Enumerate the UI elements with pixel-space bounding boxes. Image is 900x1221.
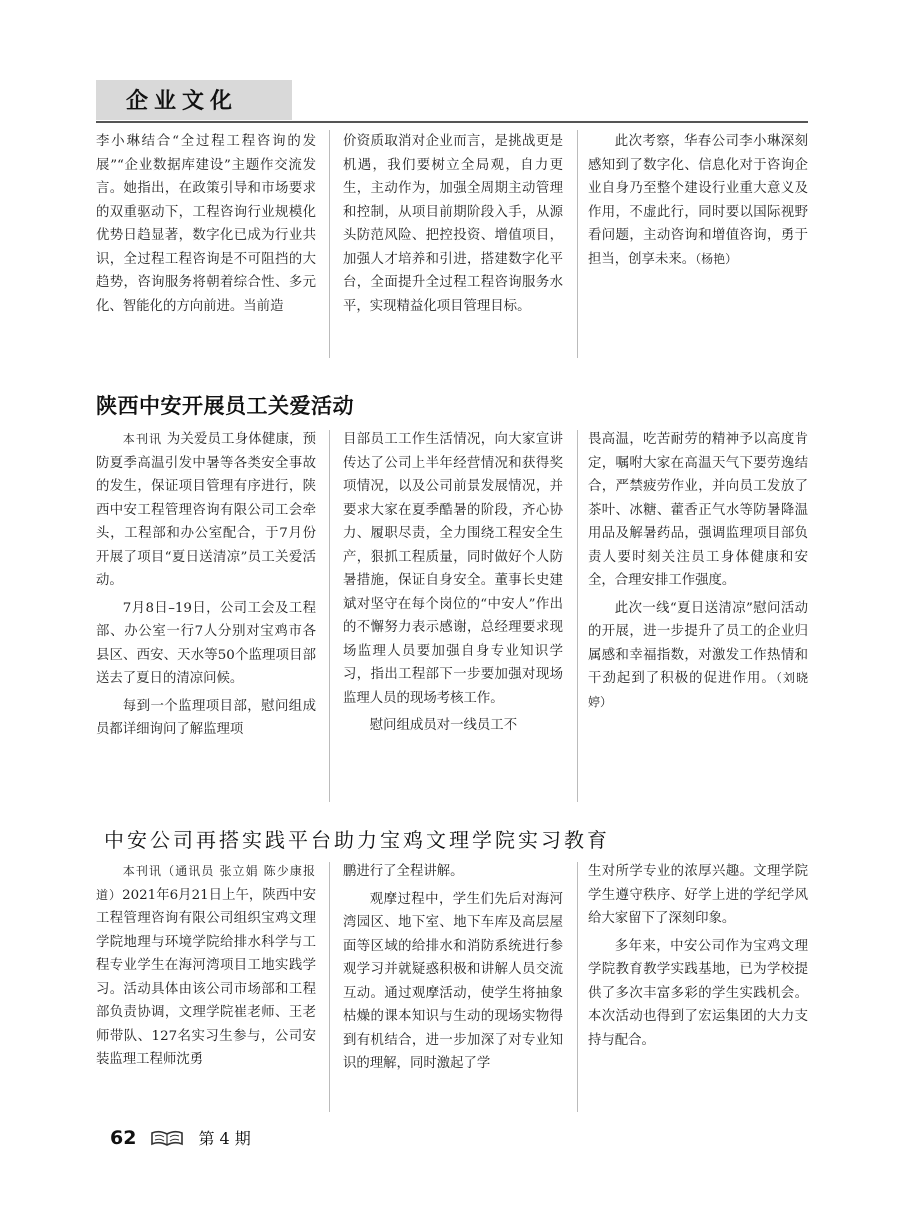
article2-title: 陕西中安开展员工关爱活动 [96, 394, 354, 418]
section-divider [96, 121, 808, 123]
article1-col2-text: 价资质取消对企业而言，是挑战更是机遇，我们要树立全局观，自力更生，主动作为，加强全周期主动管理和控制，从项目前期阶段入手，从源头防范风险、把控投资、增值项目，加强人才培养和引进，搭建数字化平台，全面提升全过程工程咨询服务水平，实现精益化项目管理目标。 [343, 134, 563, 314]
article2-column-2 [343, 428, 563, 738]
book-ornament-icon [150, 1129, 184, 1147]
article2-dateline: 本刊讯 [122, 432, 163, 446]
article2-column-3 [588, 428, 808, 714]
article3-col3-paragraph-2: 多年来，中安公司作为宝鸡文理学院教育教学实践基地，已为学校提供了多次丰富多彩的学生实践机会。本次活动也得到了宏运集团的大力支持与配合。 [588, 938, 808, 1048]
page-number: 62 [110, 1126, 137, 1149]
article2-col1-text-1: 为关爱员工身体健康，预防夏季高温引发中暑等各类安全事故的发生，保证项目管理有序进行，陕西中安工程管理咨询有限公司工会牵头，工程部和办公室配合，于7月份开展了项目“夏日送清凉”员工关爱活动。 [96, 432, 316, 588]
article3-col2-paragraph-2: 观摩过程中，学生们先后对海河湾园区、地下室、地下车库及高层屋面等区域的给排水和消防系统进行参观学习并就疑惑积极和讲解人员交流互动。通过观摩活动，使学生将抽象枯燥的课本知识与生动的现场实物得到有机结合，进一步加深了对专业知识的理解，同时激起了学 [343, 891, 563, 1071]
article1-col3-text: 此次考察，华春公司李小琳深刻感知到了数字化、信息化对于咨询企业自身乃至整个建设行业重大意义及作用，不虚此行，同时要以国际视野看问题，主动咨询和增值咨询，勇于担当，创享未来。 [588, 134, 808, 267]
article3-title: 中安公司再搭实践平台助力宝鸡文理学院实习教育 [104, 828, 610, 852]
article3-col1-text-1: 2021年6月21日上午，陕西中安工程管理咨询有限公司组织宝鸡文理学院地理与环境学院给排水科学与工程专业学生在海河湾项目工地实践学习。活动具体由该公司市场部和工程部负责协调，文理学院崔老师、王老师带队、127名实习生参与，公司安装监理工程师沈勇 [96, 887, 316, 1067]
issue-label: 第 4 期 [198, 1129, 251, 1148]
article1-col1-text: 李小琳结合“全过程工程咨询的发展”“企业数据库建设”主题作交流发言。她指出，在政策引导和市场要求的双重驱动下，工程咨询行业规模化优势日趋显著，数字化已成为行业共识，全过程工程咨询是不可阻挡的大趋势，咨询服务将朝着综合性、多元化、智能化的方向前进。当前造 [96, 134, 316, 314]
article2-col3-paragraph-1: 畏高温，吃苦耐劳的精神予以高度肯定，嘱咐大家在高温天气下要劳逸结合，严禁疲劳作业，并向员工发放了茶叶、冰糖、藿香正气水等防暑降温用品及解暑药品，强调监理项目部负责人要时刻关注员工身体健康和安全，合理安排工作强度。 [588, 432, 808, 588]
article2-signature: （刘晓婷） [588, 671, 808, 709]
article2-col1-paragraph-2: 7月8日–19日，公司工会及工程部、办公室一行7人分别对宝鸡市各县区、西安、天水等50个监理项目部送去了夏日的清凉问候。 [96, 600, 316, 686]
article1-signature: （杨艳） [695, 251, 738, 266]
column-rule [577, 430, 578, 802]
article3-column-1 [96, 860, 316, 1072]
article1-column-3 [588, 130, 808, 271]
page-footer [110, 1126, 251, 1149]
article3-column-3 [588, 860, 808, 1052]
article2-col2-paragraph-2: 慰问组成员对一线员工不 [369, 718, 518, 733]
article1-column-1 [96, 130, 316, 318]
article2-col3-text-2: 此次一线“夏日送清凉”慰问活动的开展，进一步提升了员工的企业归属感和幸福指数，对激发工作热情和干劲起到了积极的促进作用。 [588, 600, 808, 686]
article3-column-2 [343, 860, 563, 1076]
article2-col1-paragraph-3: 每到一个监理项目部，慰问组成员都详细询问了解监理项 [96, 698, 316, 737]
article2-column-1 [96, 428, 316, 742]
article3-col1-paragraph-1 [96, 860, 316, 1072]
column-rule [577, 862, 578, 1112]
article1-column-2 [343, 130, 563, 318]
article3-dateline: 本刊讯（通讯员 张立娟 陈少康报道） [96, 864, 316, 902]
column-rule [329, 130, 330, 358]
article1-col3-paragraph [588, 130, 808, 271]
article2-col2-paragraph-1: 目部员工工作生活情况，向大家宣讲传达了公司上半年经营情况和获得奖项情况，以及公司前景发展情况，并要求大家在夏季酷暑的阶段，齐心协力、履职尽责，全力围绕工程安全生产，狠抓工程质量，同时做好个人防暑措施，保证自身安全。董事长史建斌对坚守在每个岗位的“中安人”作出的不懈努力表示感谢，总经理要求现场监理人员要加强自身专业知识学习，指出工程部下一步要加强对现场监理人员的现场考核工作。 [343, 432, 563, 706]
section-tag [96, 80, 292, 120]
column-rule [577, 130, 578, 358]
article2-col3-paragraph-2 [588, 597, 808, 715]
article3-col2-paragraph-1: 鹏进行了全程讲解。 [343, 864, 464, 879]
article2-col1-paragraph-1 [96, 428, 316, 593]
article3-col3-paragraph-1: 生对所学专业的浓厚兴趣。文理学院学生遵守秩序、好学上进的学纪学风给大家留下了深刻印象。 [588, 864, 808, 926]
section-tag-text: 企业文化 [126, 89, 239, 114]
column-rule [329, 430, 330, 802]
column-rule [329, 862, 330, 1112]
